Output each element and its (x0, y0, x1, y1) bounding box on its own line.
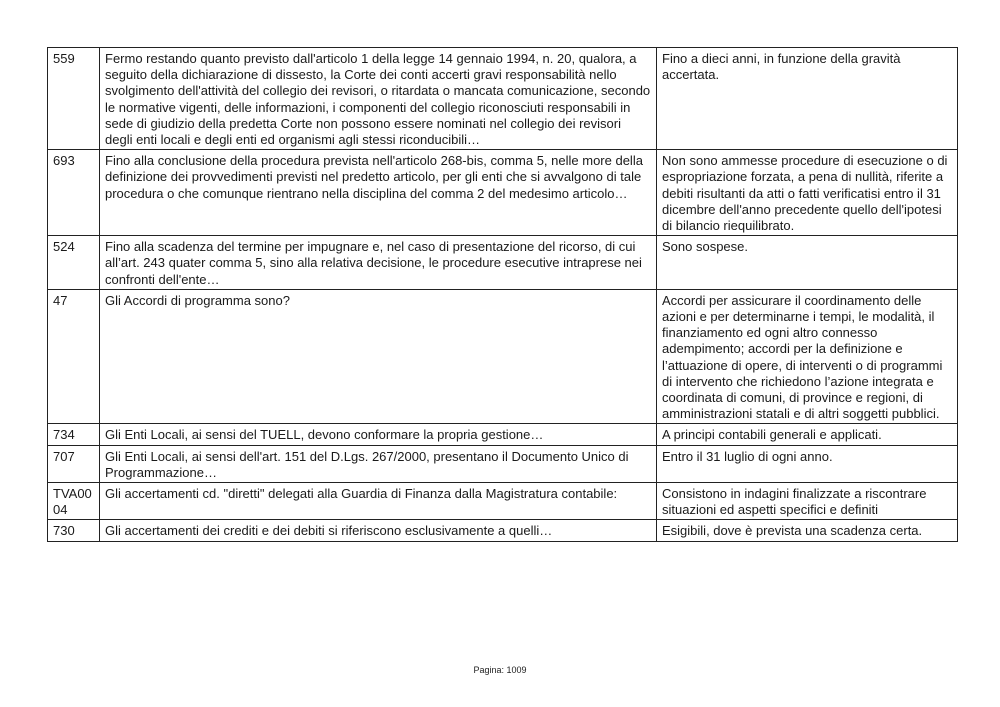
row-answer: Fino a dieci anni, in funzione della gravità accertata. (657, 48, 958, 150)
row-question: Fino alla conclusione della procedura prevista nell'articolo 268-bis, comma 5, nelle more della definizione dei provvedimenti previsti nel predetto articolo, per gli enti che si avvalgono di tale procedura o che comunque rientrano nella disciplina del comma 2 del medesimo articolo… (100, 150, 657, 236)
qa-table (47, 47, 958, 542)
table-row (48, 520, 958, 541)
table-row (48, 445, 958, 482)
row-id: 734 (48, 424, 100, 445)
row-id: 524 (48, 236, 100, 290)
row-answer: Entro il 31 luglio di ogni anno. (657, 445, 958, 482)
row-id: 707 (48, 445, 100, 482)
row-question: Fino alla scadenza del termine per impugnare e, nel caso di presentazione del ricorso, di cui all’art. 243 quater comma 5, sino alla relativa decisione, le procedure esecutive intraprese nei confronti dell'ente… (100, 236, 657, 290)
row-answer: Non sono ammesse procedure di esecuzione o di espropriazione forzata, a pena di nullità, riferite a debiti risultanti da atti o fatti verificatisi entro il 31 dicembre dell'anno precedente quello dell'ipotesi di bilancio riequilibrato. (657, 150, 958, 236)
row-answer: Sono sospese. (657, 236, 958, 290)
table-row (48, 48, 958, 150)
row-question: Gli accertamenti dei crediti e dei debiti si riferiscono esclusivamente a quelli… (100, 520, 657, 541)
row-answer: Esigibili, dove è prevista una scadenza certa. (657, 520, 958, 541)
row-id: 693 (48, 150, 100, 236)
row-id: TVA0004 (48, 483, 100, 520)
row-question: Fermo restando quanto previsto dall'articolo 1 della legge 14 gennaio 1994, n. 20, qualora, a seguito della dichiarazione di dissesto, la Corte dei conti accerti gravi responsabilità nello svolgimento dell'attività del collegio dei revisori, o ritardata o mancata comunicazione, secondo le normative vigenti, delle informazioni, i componenti del collegio riconosciuti responsabili in sede di giudizio della predetta Corte non possono essere nominati nel collegio dei revisori degli enti locali e degli enti ed organismi agli stessi riconducibili… (100, 48, 657, 150)
table-row (48, 483, 958, 520)
row-answer: Accordi per assicurare il coordinamento delle azioni e per determinarne i tempi, le modalità, il finanziamento ed ogni altro connesso adempimento; accordi per la definizione e l’attuazione di opere, di interventi o di programmi di intervento che richiedono l’azione integrata e coordinata di comuni, di province e regioni, di amministrazioni statali e di altri soggetti pubblici. (657, 289, 958, 424)
table-row (48, 289, 958, 424)
row-question: Gli accertamenti cd. "diretti" delegati alla Guardia di Finanza dalla Magistratura contabile: (100, 483, 657, 520)
row-id: 559 (48, 48, 100, 150)
row-answer: A principi contabili generali e applicati. (657, 424, 958, 445)
table-row (48, 236, 958, 290)
row-question: Gli Enti Locali, ai sensi dell'art. 151 del D.Lgs. 267/2000, presentano il Documento Unico di Programmazione… (100, 445, 657, 482)
page-number: Pagina: 1009 (473, 665, 527, 675)
row-id: 730 (48, 520, 100, 541)
table-row (48, 150, 958, 236)
table-row (48, 424, 958, 445)
row-answer: Consistono in indagini finalizzate a riscontrare situazioni ed aspetti specifici e definiti (657, 483, 958, 520)
row-id: 47 (48, 289, 100, 424)
row-question: Gli Accordi di programma sono? (100, 289, 657, 424)
row-question: Gli Enti Locali, ai sensi del TUELL, devono conformare la propria gestione… (100, 424, 657, 445)
